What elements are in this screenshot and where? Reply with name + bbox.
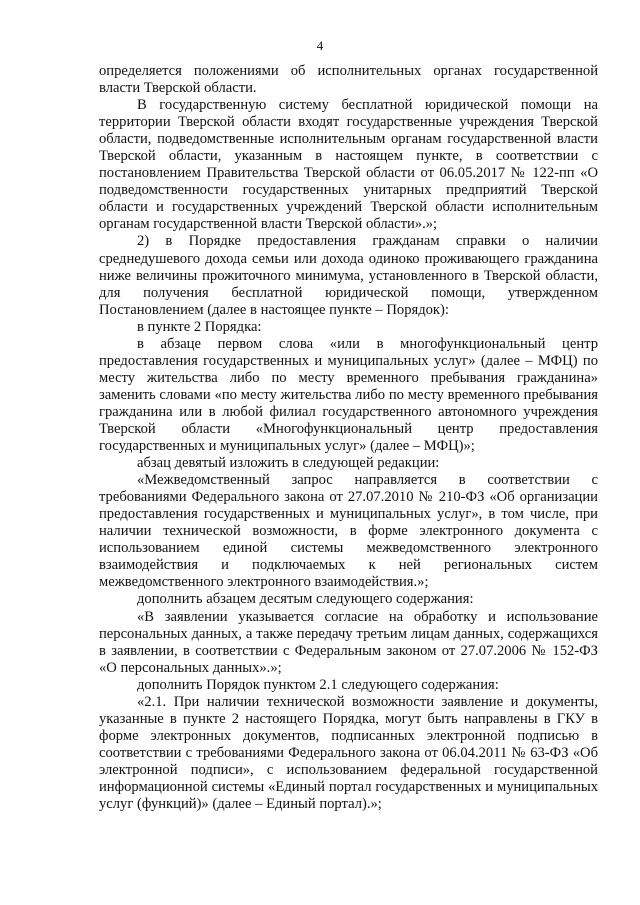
paragraph-ninth-abzats-intro: абзац девятый изложить в следующей редакции: bbox=[137, 455, 440, 472]
paragraph-consent: «В заявлении указывается согласие на обработку и использование персональных данных, а также передачу третьим лицам данных, содержащихся в заявлении, в соответствии с Федеральным законом от 27.07.2006 № 152-ФЗ «О персональных данных».»; bbox=[99, 608, 598, 676]
paragraph-item-2-procedure: 2) в Порядке предоставления гражданам справки о наличии среднедушевого дохода семьи или дохода одиноко проживающего гражданина ниже величины прожиточного минимума, установленного в Тверской области, для получения бесплатной юридической помощи, утвержденном Постановлением (далее в настоящее пункте – Порядок): bbox=[99, 233, 598, 318]
paragraph-first-abzats: в абзаце первом слова «или в многофункциональный центр предоставления государственных и муниципальных услуг» (далее – МФЦ) по месту жительства либо по месту временного пребывания гражданина» заменить словами «по месту жительства либо по месту временного пребывания гражданина или в любой филиал государственного автономного учреждения Тверской области «Многофункциональный центр предоставления государственных и муниципальных услуг» (далее – МФЦ)»; bbox=[99, 335, 598, 455]
document-body bbox=[99, 63, 598, 813]
paragraph-point-2-1-intro: дополнить Порядок пунктом 2.1 следующего содержания: bbox=[137, 676, 499, 693]
paragraph-interagency-request: «Межведомственный запрос направляется в соответствии с требованиями Федерального закона от 27.07.2010 № 210-ФЗ «Об организации предоставления государственных и муниципальных услуг», в том числе, при наличии технической возможности, в форме электронного документа с использованием единой системы межведомственного электронного взаимодействия и подключаемых к ней региональных систем межведомственного электронного взаимодействия.»; bbox=[99, 472, 598, 591]
paragraph-in-point-2: в пункте 2 Порядка: bbox=[137, 318, 262, 335]
paragraph-legal-aid-system: В государственную систему бесплатной юридической помощи на территории Тверской области входят государственные учреждения Тверской области, подведомственные исполнительным органам государственной власти Тверской области, указанным в настоящем пункте, в соответствии с постановлением Правительства Тверской области от 06.05.2017 № 122-пп «О подведомственности государственных унитарных предприятий Тверской области и государственных учреждений Тверской области исполнительным органам государственной власти Тверской области».»; bbox=[99, 97, 598, 233]
paragraph-tenth-abzats-intro: дополнить абзацем десятым следующего содержания: bbox=[137, 591, 474, 608]
paragraph-continuation: определяется положениями об исполнительных органах государственной власти Тверской области. bbox=[99, 63, 598, 97]
page-number: 4 bbox=[316, 38, 324, 53]
paragraph-point-2-1: «2.1. При наличии технической возможности заявление и документы, указанные в пункте 2 настоящего Порядка, могут быть направлены в ГКУ в форме электронных документов, подписанных электронной подписью в соответствии с требованиями Федерального закона от 06.04.2011 № 63-ФЗ «Об электронной подписи», с использованием федеральной государственной информационной системы «Единый портал государственных и муниципальных услуг (функций)» (далее – Единый портал).»; bbox=[99, 693, 598, 813]
